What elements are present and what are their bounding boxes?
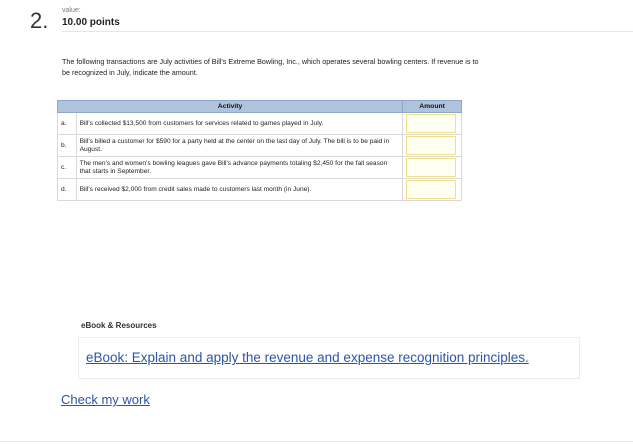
header-divider [62,31,633,32]
row-description: Bill's collected $13,500 from customers for services related to games played in July. [76,113,403,135]
amount-input-b[interactable] [406,136,456,155]
table-header-row [58,101,462,113]
check-my-work-link[interactable]: Check my work [61,392,150,407]
table-row [58,179,462,201]
amount-input-a[interactable] [406,114,456,133]
row-letter: a. [58,113,77,135]
row-letter: d. [58,179,77,201]
value-label: value: [62,7,81,14]
amount-input-c[interactable] [406,158,456,177]
row-description: Bill's received $2,000 from credit sales made to customers last month (in June). [76,179,403,201]
row-description: The men's and women's bowling leagues gave Bill's advance payments totaling $2,450 for the fall season that starts in September. [76,157,403,179]
activity-header: Activity [58,101,403,113]
amount-input-d[interactable] [406,180,456,199]
amount-header: Amount [403,101,462,113]
question-number: 2. [30,8,49,33]
resources-heading: eBook & Resources [81,321,157,330]
ebook-link[interactable]: eBook: Explain and apply the revenue and expense recognition principles. [86,350,529,365]
table-row [58,135,462,157]
points-label: 10.00 points [62,17,120,28]
question-instructions: The following transactions are July activities of Bill's Extreme Bowling, Inc., which operates several bowling centers. If revenue is to be recognized in July, indicate the amount. [62,57,479,77]
amount-cell [403,157,462,179]
table-row [58,157,462,179]
amount-cell [403,135,462,157]
transactions-table [57,100,462,201]
table-row [58,113,462,135]
row-letter: b. [58,135,77,157]
row-description: Bill's billed a customer for $590 for a party held at the center on the last day of July. The bill is to be paid in August. [76,135,403,157]
row-letter: c. [58,157,77,179]
amount-cell [403,179,462,201]
amount-cell [403,113,462,135]
ebook-box [78,337,580,379]
footer-divider [0,441,633,442]
